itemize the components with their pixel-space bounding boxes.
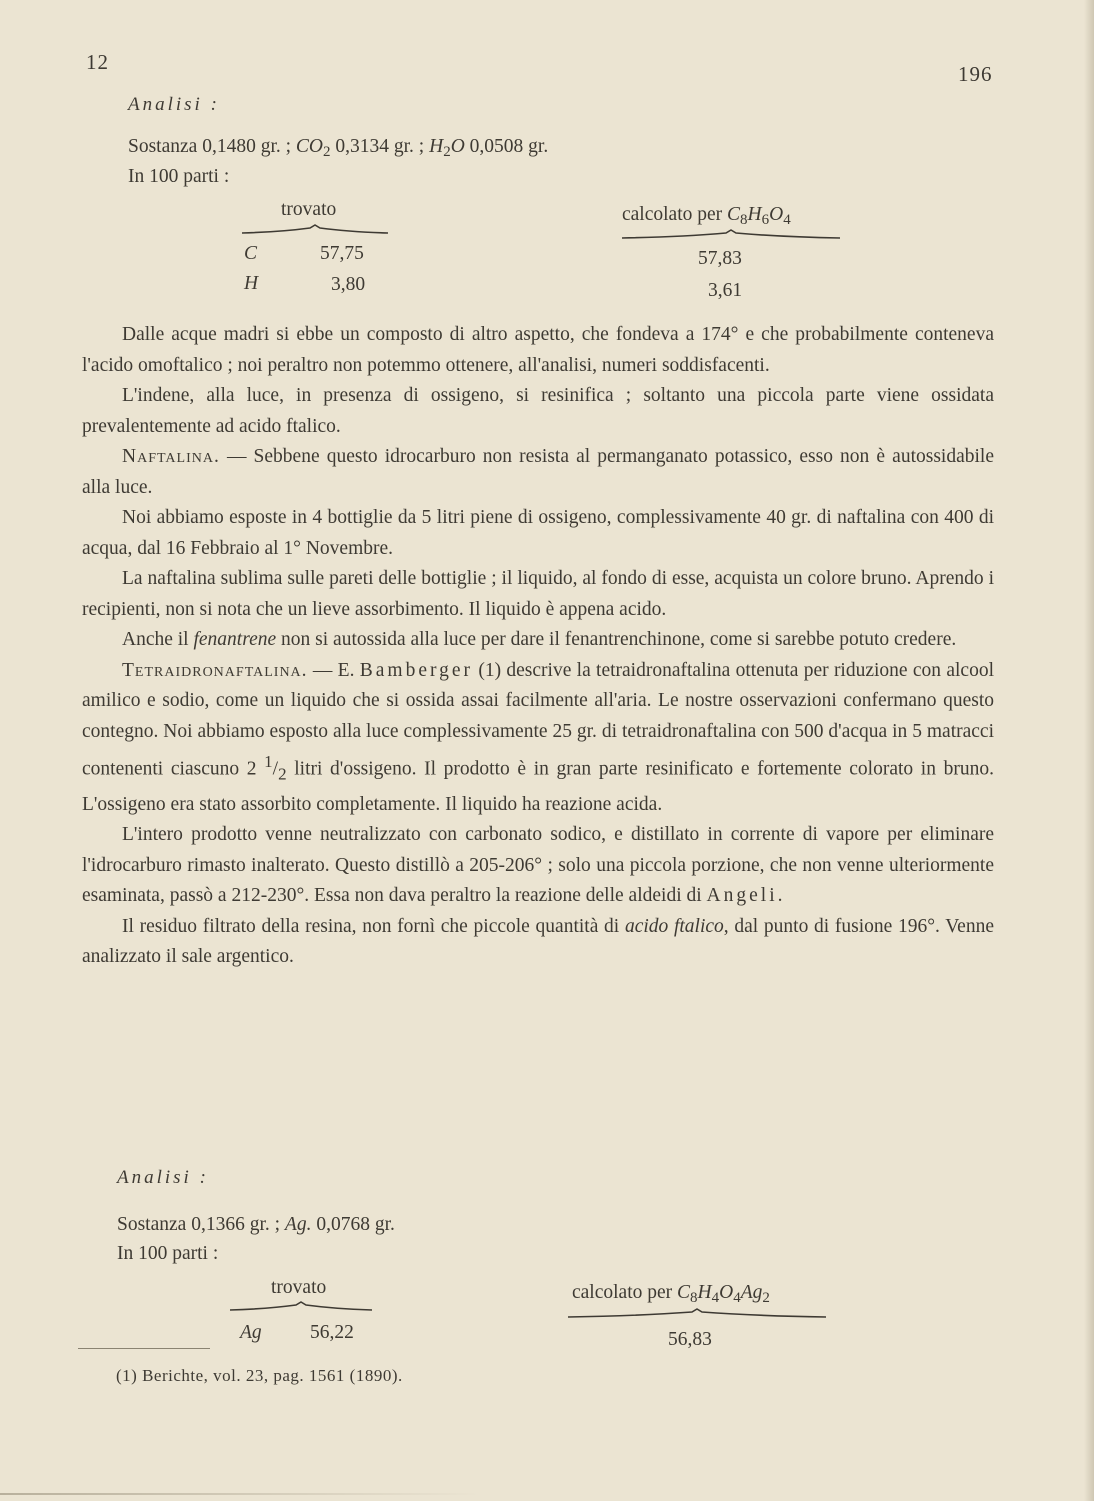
analysis-1-row-c-calc: 57,83	[698, 248, 742, 269]
h2o-subscript: 2	[443, 144, 451, 160]
analysis-1-title: Analisi :	[128, 94, 220, 115]
author-angeli: Angeli	[706, 885, 778, 907]
co2-value: 0,3134 gr. ;	[335, 136, 425, 157]
formula-c: C	[727, 204, 741, 225]
body-text	[82, 320, 994, 973]
heading-tetraidronaftalina: Tetraidronaftalina.	[122, 659, 308, 681]
paragraph-3	[82, 442, 994, 503]
author-bamberger: Bamberger	[359, 659, 474, 681]
analysis-2-calc-brace	[566, 1307, 828, 1321]
analysis-2-found-label: trovato	[271, 1277, 327, 1298]
paragraph-3-body: — Sebbene questo idrocarburo non resista al permanganato potassico, esso non è autossidabile alla luce.	[82, 446, 994, 498]
analysis-1-found-brace	[240, 223, 390, 237]
analysis-1-calc-label: calcolato per	[622, 204, 723, 225]
analysis-1-row-c-found: 57,75	[320, 243, 364, 264]
analysis-1-row-h-calc: 3,61	[708, 280, 743, 301]
ag-symbol: Ag.	[284, 1214, 312, 1235]
paragraph-7: Tetraidronaftalina. — E. Bamberger (1) descrive la tetraidronaftalina ottenuta per riduzione con alcool amilico e sodio, come un liquido che si ossida assai facilmente all'aria. Le nostre osservazioni confermano questo contegno. Noi abbiamo esposto alla luce complessivamente 25 gr. di tetraidronaftalina con 500 d'acqua in 5 matracci contenenti ciascuno 2 $^1/_2$ litri d'ossigeno. Il prodotto è in gran parte resinificato e fortemente colorato in bruno. L'ossigeno era stato assorbito completamente. Il liquido ha reazione acida.	[82, 659, 994, 815]
paragraph-7-a: — E.	[307, 659, 360, 681]
paragraph-5: La naftalina sublima sulle pareti delle bottiglie ; il liquido, al fondo di esse, acquista un colore bruno. Aprendo i recipienti, non si nota che un lieve assorbimento. Il liquido è appena acido.	[82, 568, 994, 620]
page-number-left: 12	[86, 50, 109, 74]
analysis-1-row-h-found: 3,80	[331, 274, 366, 295]
formula2-ag: Ag	[740, 1282, 763, 1303]
footnote: (1) Berichte, vol. 23, pag. 1561 (1890).	[116, 1366, 403, 1385]
analysis-2-sostanza-line	[117, 1213, 395, 1237]
fraction-denominator: 2	[278, 764, 287, 784]
paragraph-6-b: non si autossida alla luce per dare il fenantrenchinone, come si sarebbe potuto credere.	[276, 629, 957, 650]
analysis-2-calc-line	[572, 1281, 770, 1310]
co2-symbol: CO	[295, 136, 323, 157]
analysis-2-parts: In 100 parti :	[117, 1243, 219, 1264]
paragraph-6	[82, 625, 994, 656]
formula-h-sub: 6	[761, 212, 770, 228]
h2o-h-symbol: H	[429, 136, 444, 157]
analysis-2-calc-label: calcolato per	[572, 1282, 673, 1303]
formula-h: H	[747, 204, 762, 225]
heading-naftalina: Naftalina.	[122, 446, 220, 467]
ag-value: 0,0768 gr.	[316, 1214, 395, 1235]
formula-c-sub: 8	[740, 212, 748, 228]
page-number-right: 196	[958, 62, 993, 86]
formula-o-sub: 4	[783, 212, 791, 228]
bottom-rule	[0, 1493, 480, 1495]
formula2-o: O	[719, 1282, 734, 1303]
analysis-2-row-ag-found: 56,22	[310, 1322, 354, 1343]
paragraph-9-a: Il residuo filtrato della resina, non fornì che piccole quantità di	[122, 915, 625, 937]
fraction-numerator: 1	[264, 752, 273, 771]
paragraph-6-a: Anche il	[122, 629, 194, 650]
analysis-2-found-brace	[228, 1300, 374, 1314]
paragraph-8-end: .	[777, 885, 783, 907]
analysis-2-row-ag-calc: 56,83	[668, 1329, 712, 1350]
term-acido-ftalico: acido ftalico	[624, 915, 724, 937]
paragraph-7-b: (1) descrive la tetraidronaftalina ottenuta per riduzione con alcool amilico e sodio, come un liquido che si ossida assai facilmente all'aria. Le nostre osservazioni confermano questo contegno. Noi abbiamo esposto alla luce complessivamente 25 gr. di tetraidronaftalina con 500 d'acqua in 5 matracci contenenti ciascuno 2	[82, 659, 994, 780]
paragraph-8-a: L'intero prodotto venne neutralizzato con carbonato sodico, e distillato in corrente di vapore per eliminare l'idrocarburo rimasto inalterato. Questo distillò a 205-206° ; solo una piccola porzione, che non venne ulteriormente esaminata, passò a 212-230°. Essa non dava peraltro la reazione delle aldeidi di	[82, 824, 994, 907]
formula2-ag-sub: 2	[762, 1290, 770, 1306]
formula2-c: C	[677, 1282, 691, 1303]
term-fenantrene: fenantrene	[193, 629, 277, 650]
page-edge-shadow	[1084, 0, 1094, 1501]
paragraph-9	[82, 912, 994, 973]
paragraph-1: Dalle acque madri si ebbe un composto di altro aspetto, che fondeva a 174° e che probabilmente conteneva l'acido omoftalico ; noi peraltro non potemmo ottenere, all'analisi, numeri soddisfacenti.	[82, 324, 994, 376]
formula2-c-sub: 8	[690, 1290, 698, 1306]
paragraph-8	[82, 820, 994, 912]
paragraph-7-c: litri d'ossigeno. Il prodotto è in gran parte resinificato e fortemente colorato in bruno. L'ossigeno era stato assorbito completamente. Il liquido ha reazione acida.	[82, 758, 994, 815]
h2o-value: 0,0508 gr.	[469, 136, 549, 157]
analysis-1-calc-brace	[620, 228, 842, 242]
co2-subscript: 2	[323, 144, 331, 160]
analysis-1-found-label: trovato	[281, 199, 337, 220]
formula2-o-sub: 4	[733, 1290, 741, 1306]
h2o-o-symbol: O	[450, 136, 465, 157]
analysis-1-row-c-element: C	[244, 243, 258, 264]
formula-o: O	[769, 204, 784, 225]
analysis-1-parts: In 100 parti :	[128, 166, 230, 187]
paragraph-2: L'indene, alla luce, in presenza di ossigeno, si resinifica ; soltanto una piccola parte viene ossidata prevalentemente ad acido ftalico.	[82, 385, 994, 437]
analysis-2-row-ag-element: Ag	[240, 1322, 262, 1343]
analysis-1-row-h-element: H	[244, 273, 259, 294]
formula2-h-sub: 4	[711, 1290, 720, 1306]
paragraph-9-b: , dal punto di fusione 196°. Venne analizzato il sale argentico.	[82, 915, 994, 968]
paragraph-4: Noi abbiamo esposte in 4 bottiglie da 5 litri piene di ossigeno, complessivamente 40 gr. di naftalina con 400 di acqua, dal 16 Febbraio al 1° Novembre.	[82, 507, 994, 559]
analysis-1-sostanza: Sostanza 0,1480 gr. ;	[128, 136, 292, 157]
analysis-2-sostanza: Sostanza 0,1366 gr. ;	[117, 1214, 281, 1235]
analysis-2-title: Analisi :	[117, 1167, 209, 1188]
analysis-1-sostanza-line	[128, 135, 548, 164]
formula2-h: H	[697, 1282, 712, 1303]
footnote-rule	[78, 1348, 210, 1349]
